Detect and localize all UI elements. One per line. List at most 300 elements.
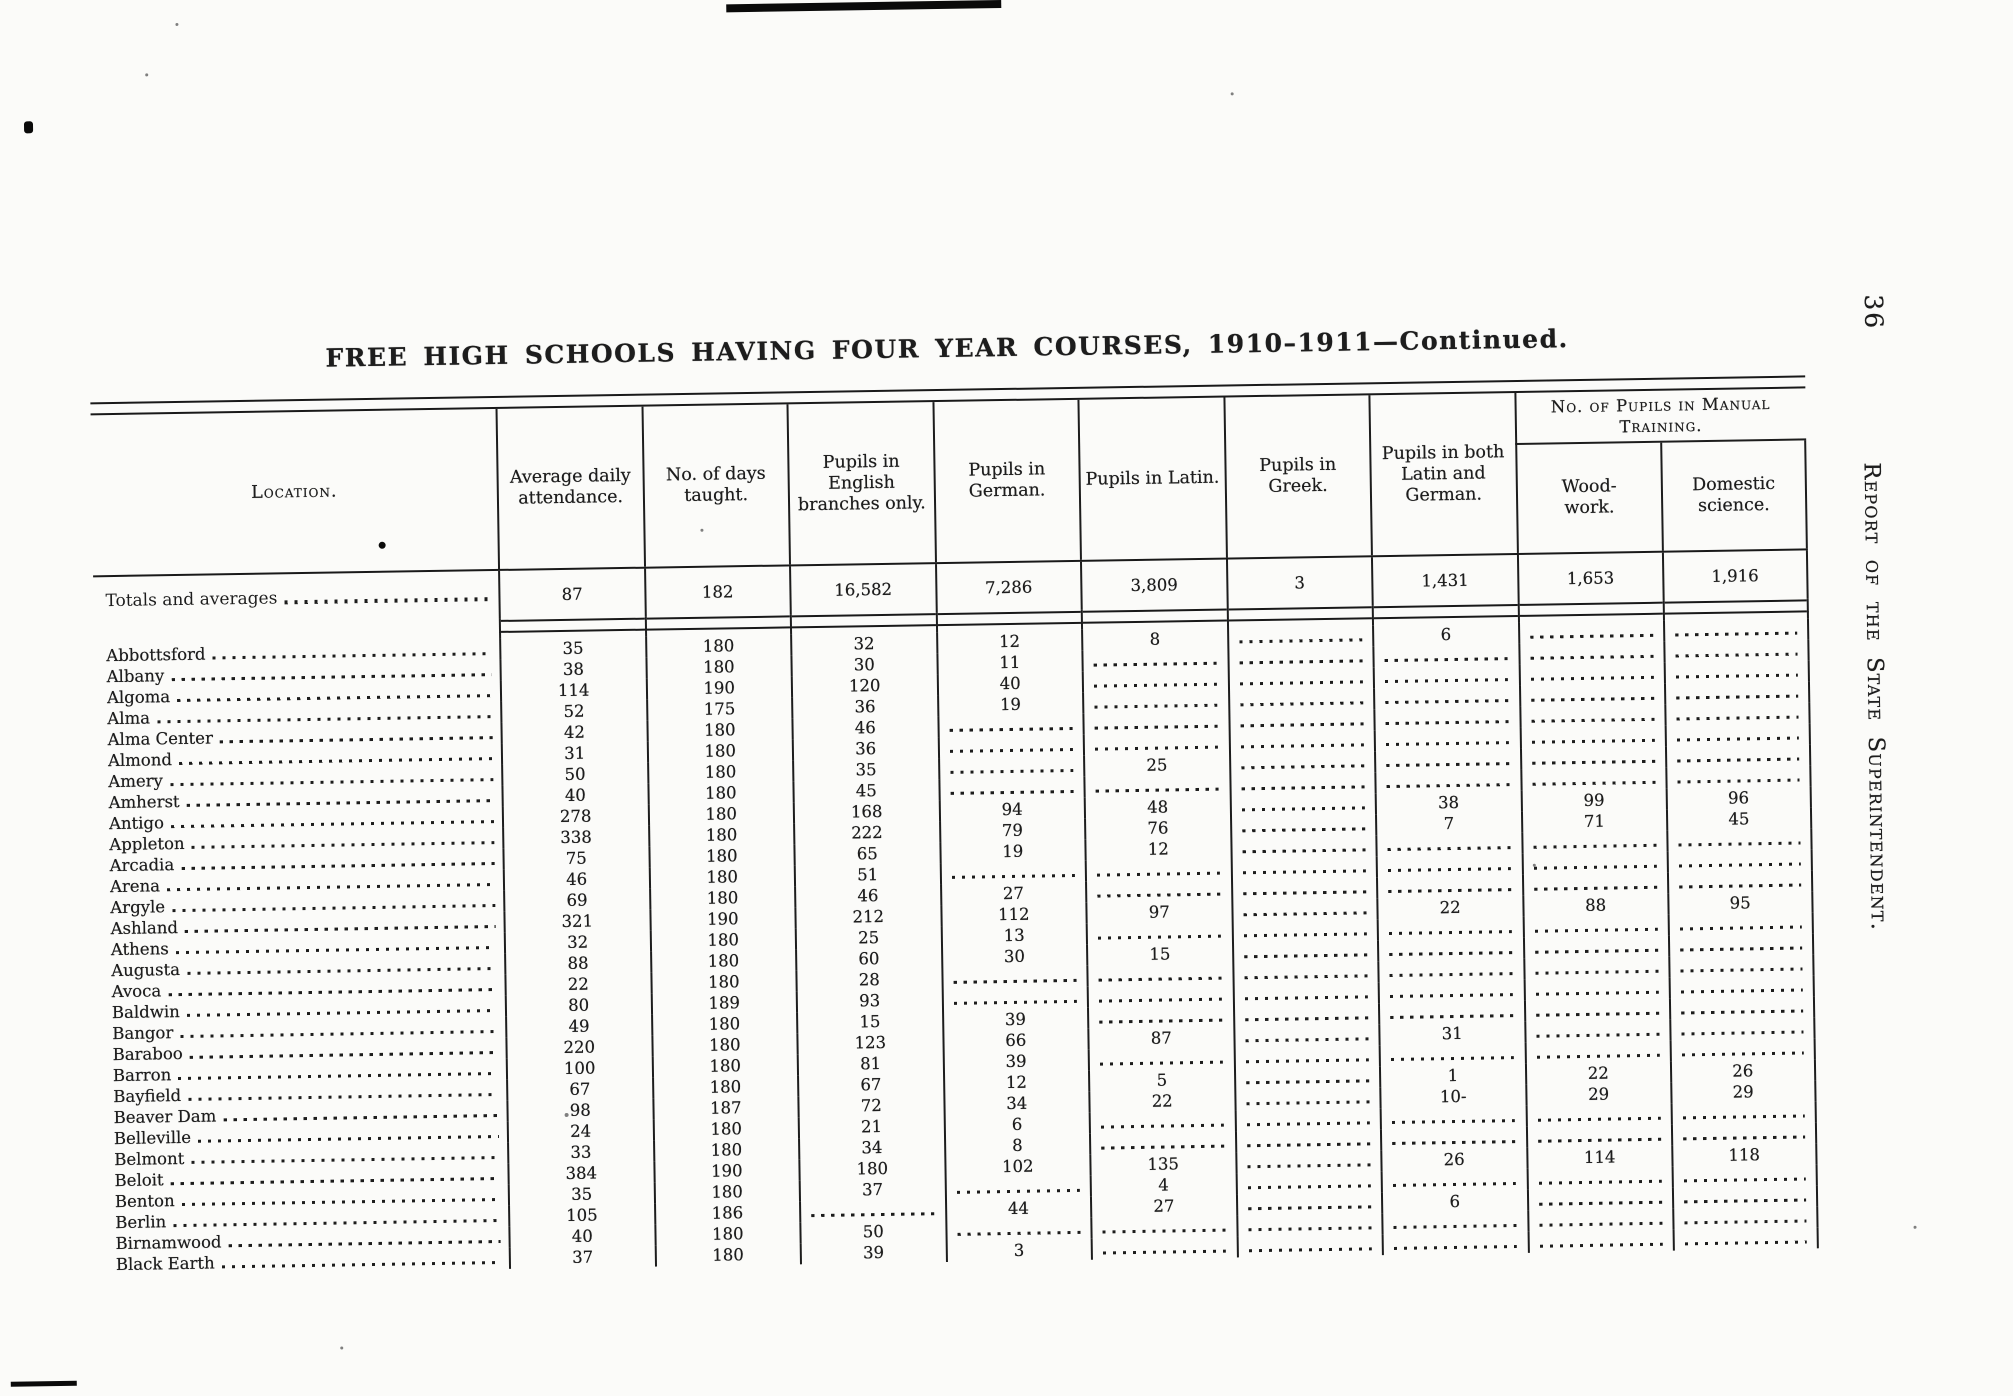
empty-cell <box>1086 921 1232 944</box>
empty-cell <box>1235 1171 1381 1194</box>
empty-cell <box>1234 1129 1380 1152</box>
dot-leader <box>179 757 493 765</box>
speck <box>175 23 178 26</box>
dot-fill <box>1390 1014 1513 1019</box>
value-cell: 6 <box>1372 623 1518 646</box>
empty-cell <box>1518 663 1664 686</box>
empty-cell <box>1091 1236 1237 1259</box>
value-cell: 16,582 <box>789 564 935 614</box>
dot-leader <box>182 1198 500 1206</box>
value-cell: 96 <box>1666 786 1812 809</box>
value-cell: 38 <box>1375 791 1521 814</box>
value-cell: 15 <box>796 1010 942 1033</box>
value-cell: 26 <box>1670 1059 1816 1082</box>
column-group-header-manual-training: No. of Pupils in Manual Training. <box>1514 388 1806 445</box>
speck <box>700 529 703 532</box>
dot-fill <box>1388 888 1511 893</box>
empty-cell <box>1233 1066 1379 1089</box>
value-cell: 30 <box>790 653 936 676</box>
location-label: Almond <box>107 750 173 771</box>
value-cell: 35 <box>499 637 645 660</box>
dot-fill <box>1536 1012 1659 1017</box>
empty-cell <box>1234 1108 1380 1131</box>
empty-cell <box>1523 999 1669 1022</box>
value-cell: 49 <box>505 1015 651 1038</box>
empty-cell <box>1524 1020 1670 1043</box>
empty-cell <box>937 735 1083 758</box>
empty-cell <box>1668 954 1814 977</box>
dot-fill <box>1392 1140 1515 1145</box>
empty-cell <box>799 1199 945 1222</box>
value-cell: 30 <box>941 945 1087 968</box>
page-number: 36 <box>1858 294 1889 331</box>
empty-cell <box>939 861 1085 884</box>
dot-fill <box>1388 846 1511 851</box>
empty-cell <box>1228 688 1374 711</box>
dot-fill <box>1539 1243 1662 1248</box>
dot-leader <box>157 715 492 724</box>
value-cell: 1,916 <box>1662 550 1808 600</box>
dot-fill <box>1247 1142 1370 1147</box>
empty-cell <box>1232 1003 1378 1026</box>
speck <box>1914 1226 1917 1229</box>
dot-leader <box>187 967 496 975</box>
value-cell: 180 <box>651 1012 797 1035</box>
value-cell: 34 <box>798 1136 944 1159</box>
empty-cell <box>1377 917 1523 940</box>
ink-blot <box>24 121 33 133</box>
dot-fill <box>1248 1226 1371 1231</box>
column-header-german: Pupils in German. <box>932 400 1080 562</box>
dot-fill <box>1097 871 1220 876</box>
dot-leader <box>172 904 495 912</box>
value-cell: 120 <box>791 674 937 697</box>
dot-fill <box>1677 757 1799 762</box>
value-cell: 180 <box>653 1180 799 1203</box>
empty-cell <box>1082 670 1228 693</box>
empty-cell <box>1526 1188 1672 1211</box>
empty-cell <box>1664 660 1810 683</box>
empty-cell <box>1673 1227 1819 1250</box>
value-cell: 5 <box>1088 1068 1234 1091</box>
dot-fill <box>1539 1201 1662 1206</box>
dot-fill <box>1681 988 1803 993</box>
value-cell: 33 <box>507 1141 653 1164</box>
value-cell: 35 <box>508 1183 654 1206</box>
value-cell: 187 <box>652 1096 798 1119</box>
value-cell: 69 <box>503 889 649 912</box>
empty-cell <box>944 1176 1090 1199</box>
dot-fill <box>950 769 1073 774</box>
dot-fill <box>1103 1228 1226 1233</box>
value-cell: 22 <box>1524 1062 1670 1085</box>
empty-cell <box>1228 709 1374 732</box>
value-cell: 180 <box>654 1243 800 1266</box>
location-label: Amherst <box>108 792 180 813</box>
value-cell: 114 <box>1526 1146 1672 1169</box>
table-body <box>94 618 1819 1275</box>
empty-cell <box>1668 933 1814 956</box>
dot-fill <box>956 1189 1079 1194</box>
dot-fill <box>1392 1119 1515 1124</box>
dot-fill <box>1530 676 1653 681</box>
location-label: Antigo <box>108 813 165 834</box>
empty-cell <box>1378 980 1524 1003</box>
dot-fill <box>1246 1079 1369 1084</box>
value-cell: 1,431 <box>1371 555 1517 605</box>
value-cell: 25 <box>1083 754 1229 777</box>
value-cell: 60 <box>795 947 941 970</box>
dot-fill <box>949 727 1072 732</box>
empty-cell <box>1669 1017 1815 1040</box>
location-label: Arena <box>109 876 161 897</box>
value-cell: 46 <box>794 884 940 907</box>
empty-cell <box>1374 728 1520 751</box>
empty-cell <box>1519 705 1665 728</box>
dot-fill <box>1534 886 1657 891</box>
dot-fill <box>1685 1240 1807 1245</box>
dot-fill <box>1390 993 1513 998</box>
stray-dot <box>379 542 386 549</box>
dot-fill <box>1679 883 1801 888</box>
value-cell: 38 <box>499 658 645 681</box>
empty-cell <box>1521 873 1667 896</box>
empty-cell <box>1664 702 1810 725</box>
value-cell: 40 <box>508 1225 654 1248</box>
column-header-attendance: Average daily attendance. <box>496 407 644 569</box>
dot-fill <box>1677 736 1799 741</box>
value-cell: 321 <box>503 910 649 933</box>
location-label: Appleton <box>109 833 185 855</box>
dot-fill <box>1240 701 1363 706</box>
value-cell: 15 <box>1086 942 1232 965</box>
empty-cell <box>1231 940 1377 963</box>
empty-cell <box>1373 686 1519 709</box>
value-cell: 87 <box>1087 1026 1233 1049</box>
value-cell: 278 <box>502 805 648 828</box>
empty-cell <box>1089 1110 1235 1133</box>
empty-cell <box>1083 733 1229 756</box>
value-cell: 81 <box>797 1052 943 1075</box>
value-cell: 180 <box>650 949 796 972</box>
dot-fill <box>1389 951 1512 956</box>
empty-cell <box>1081 649 1227 672</box>
dot-fill <box>1387 783 1510 788</box>
empty-cell <box>1230 835 1376 858</box>
dot-fill <box>1681 1009 1803 1014</box>
empty-cell <box>1672 1164 1818 1187</box>
value-cell: 3,809 <box>1080 560 1226 610</box>
value-cell: 39 <box>800 1241 946 1264</box>
empty-cell <box>1376 875 1522 898</box>
value-cell: 40 <box>936 672 1082 695</box>
empty-cell <box>937 714 1083 737</box>
value-cell: 37 <box>509 1246 655 1269</box>
dot-fill <box>1103 1249 1226 1254</box>
dot-fill <box>1684 1219 1806 1224</box>
location-label: Berlin <box>115 1212 167 1233</box>
dot-fill <box>1099 997 1222 1002</box>
location-label: Arcadia <box>109 855 175 876</box>
dot-fill <box>1533 844 1656 849</box>
speck <box>340 1346 343 1349</box>
value-cell: 180 <box>649 928 795 951</box>
value-cell: 44 <box>944 1197 1090 1220</box>
location-label: Barron <box>112 1065 172 1086</box>
value-cell: 135 <box>1089 1152 1235 1175</box>
dot-fill <box>1244 953 1367 958</box>
location-label: Beloit <box>114 1170 164 1191</box>
dot-fill <box>1676 673 1798 678</box>
value-cell: 3 <box>945 1239 1091 1262</box>
empty-cell <box>1518 642 1664 665</box>
dot-leader <box>191 1156 499 1164</box>
dot-fill <box>1531 697 1654 702</box>
empty-cell <box>1227 646 1373 669</box>
empty-cell <box>1525 1104 1671 1127</box>
dot-fill <box>1095 724 1218 729</box>
value-cell: 102 <box>944 1155 1090 1178</box>
value-cell: 6 <box>943 1113 1089 1136</box>
column-header-woodwork: Wood-work. <box>1515 443 1662 553</box>
empty-cell <box>1236 1234 1382 1257</box>
empty-cell <box>1669 975 1815 998</box>
value-cell: 338 <box>502 826 648 849</box>
value-cell: 11 <box>936 651 1082 674</box>
empty-cell <box>1374 749 1520 772</box>
column-header-days-taught: No. of days taught. <box>641 404 789 566</box>
location-label: Black Earth <box>115 1253 215 1275</box>
dot-fill <box>1532 760 1655 765</box>
dot-fill <box>1388 867 1511 872</box>
dot-fill <box>1101 1144 1224 1149</box>
dot-fill <box>951 874 1074 879</box>
dot-fill <box>1675 652 1797 657</box>
empty-cell <box>1663 618 1809 641</box>
value-cell: 93 <box>796 989 942 1012</box>
column-header-latin: Pupils in Latin. <box>1077 398 1225 560</box>
dot-fill <box>1245 1016 1368 1021</box>
value-cell: 4 <box>1090 1173 1236 1196</box>
value-cell: 180 <box>648 844 794 867</box>
value-cell: 180 <box>645 655 791 678</box>
value-cell: 25 <box>795 926 941 949</box>
dot-fill <box>1532 781 1655 786</box>
location-label: Ashland <box>110 918 179 939</box>
empty-cell <box>1235 1192 1381 1215</box>
value-cell: 46 <box>503 868 649 891</box>
value-cell: 36 <box>792 737 938 760</box>
dot-fill <box>1393 1182 1516 1187</box>
value-cell: 3 <box>1225 557 1371 607</box>
dot-leader <box>213 652 492 660</box>
location-label: Birnamwood <box>115 1232 222 1254</box>
empty-cell <box>1380 1127 1526 1150</box>
dot-fill <box>1241 764 1364 769</box>
dot-fill <box>1242 827 1365 832</box>
dot-leader <box>192 841 495 849</box>
totals-label: Totals and averages <box>93 571 499 625</box>
value-cell: 180 <box>653 1138 799 1161</box>
empty-cell <box>1086 963 1232 986</box>
value-cell: 190 <box>645 676 791 699</box>
value-cell: 180 <box>645 634 791 657</box>
value-cell: 22 <box>1088 1089 1234 1112</box>
value-cell: 168 <box>793 800 939 823</box>
empty-cell <box>1082 712 1228 735</box>
dot-fill <box>950 790 1073 795</box>
dot-fill <box>1246 1121 1369 1126</box>
dot-fill <box>1240 722 1363 727</box>
empty-cell <box>1231 919 1377 942</box>
dot-fill <box>1536 1033 1659 1038</box>
empty-cell <box>1670 1038 1816 1061</box>
empty-cell <box>1378 1001 1524 1024</box>
dot-fill <box>1389 930 1512 935</box>
value-cell: 24 <box>507 1120 653 1143</box>
value-cell: 7,286 <box>935 562 1081 612</box>
dot-leader <box>187 799 494 807</box>
value-cell: 180 <box>650 970 796 993</box>
value-cell: 67 <box>506 1078 652 1101</box>
value-cell: 12 <box>936 630 1082 653</box>
empty-cell <box>1373 707 1519 730</box>
location-label: Argyle <box>110 897 166 918</box>
dot-fill <box>1530 655 1653 660</box>
value-cell: 50 <box>501 763 647 786</box>
empty-cell <box>1381 1211 1527 1234</box>
dot-leader <box>187 1009 497 1017</box>
dot-leader <box>229 1240 501 1248</box>
empty-cell <box>1522 936 1668 959</box>
value-cell: 45 <box>792 779 938 802</box>
dot-fill <box>1095 745 1218 750</box>
dot-fill <box>1531 718 1654 723</box>
empty-cell <box>1527 1230 1673 1253</box>
empty-cell <box>1082 691 1228 714</box>
empty-cell <box>1665 744 1811 767</box>
value-cell: 32 <box>790 632 936 655</box>
empty-cell <box>1381 1169 1527 1192</box>
value-cell: 8 <box>943 1134 1089 1157</box>
empty-cell <box>1526 1167 1672 1190</box>
column-header-both-latin-german: Pupils in both Latin and German. <box>1368 393 1516 555</box>
empty-cell <box>1518 684 1664 707</box>
dot-fill <box>1681 1030 1803 1035</box>
value-cell: 105 <box>508 1204 654 1227</box>
dot-leader <box>167 883 495 892</box>
dot-fill <box>1098 934 1221 939</box>
value-cell: 28 <box>795 968 941 991</box>
empty-cell <box>1518 621 1664 644</box>
dot-leader <box>284 597 490 604</box>
empty-cell <box>1087 984 1233 1007</box>
dot-fill <box>1385 678 1508 683</box>
dot-fill <box>1386 741 1509 746</box>
value-cell: 180 <box>648 823 794 846</box>
dot-leader <box>222 1261 501 1269</box>
empty-cell <box>1233 1045 1379 1068</box>
dot-fill <box>1679 862 1801 867</box>
speck <box>145 73 148 76</box>
scan-edge-mark-bottom <box>11 1381 77 1387</box>
empty-cell <box>1227 625 1373 648</box>
dot-leader <box>220 736 493 744</box>
value-cell: 65 <box>793 842 939 865</box>
dot-leader <box>168 988 496 997</box>
dot-fill <box>1246 1100 1369 1105</box>
dot-leader <box>173 1219 500 1228</box>
value-cell: 180 <box>798 1157 944 1180</box>
value-cell: 35 <box>792 758 938 781</box>
empty-cell <box>1666 828 1812 851</box>
value-cell: 48 <box>1084 796 1230 819</box>
empty-cell <box>1522 915 1668 938</box>
location-label: Avoca <box>111 981 162 1002</box>
empty-cell <box>1088 1047 1234 1070</box>
value-cell: 190 <box>649 907 795 930</box>
dot-leader <box>171 820 494 828</box>
dot-fill <box>1394 1224 1517 1229</box>
value-cell: 112 <box>940 903 1086 926</box>
dot-fill <box>1243 932 1366 937</box>
dot-fill <box>1243 890 1366 895</box>
dot-fill <box>1099 1018 1222 1023</box>
value-cell: 52 <box>500 700 646 723</box>
empty-cell <box>1520 768 1666 791</box>
speck <box>1231 92 1234 95</box>
dot-fill <box>1247 1184 1370 1189</box>
column-header-location: Location. <box>250 480 338 503</box>
dot-leader <box>171 1177 500 1186</box>
dot-fill <box>1241 785 1364 790</box>
value-cell: 222 <box>793 821 939 844</box>
dot-fill <box>1680 967 1802 972</box>
value-cell: 76 <box>1084 817 1230 840</box>
empty-cell <box>1229 751 1375 774</box>
dot-fill <box>1242 848 1365 853</box>
dot-leader <box>176 946 496 954</box>
location-label: Baldwin <box>111 1002 180 1023</box>
dot-fill <box>1239 638 1362 643</box>
dot-fill <box>1390 972 1513 977</box>
location-label: Amery <box>108 771 164 792</box>
empty-cell <box>1373 665 1519 688</box>
value-cell: 29 <box>1670 1080 1816 1103</box>
dot-fill <box>1097 892 1220 897</box>
value-cell: 34 <box>943 1092 1089 1115</box>
value-cell: 99 <box>1520 789 1666 812</box>
empty-cell <box>1377 959 1523 982</box>
dot-leader <box>188 1093 498 1101</box>
dot-fill <box>953 979 1076 984</box>
value-cell: 189 <box>650 991 796 1014</box>
statistics-table <box>90 375 1819 1275</box>
dot-fill <box>953 1000 1076 1005</box>
empty-cell <box>1228 730 1374 753</box>
value-cell: 180 <box>651 1033 797 1056</box>
value-cell: 7 <box>1375 812 1521 835</box>
value-cell: 72 <box>797 1094 943 1117</box>
scan-edge-mark <box>726 0 1001 12</box>
value-cell: 12 <box>943 1071 1089 1094</box>
dot-fill <box>1248 1205 1371 1210</box>
empty-cell <box>945 1218 1091 1241</box>
value-cell: 95 <box>1667 891 1813 914</box>
location-label: Albany <box>106 666 165 687</box>
dot-leader <box>180 1030 497 1038</box>
value-cell: 12 <box>1084 838 1230 861</box>
